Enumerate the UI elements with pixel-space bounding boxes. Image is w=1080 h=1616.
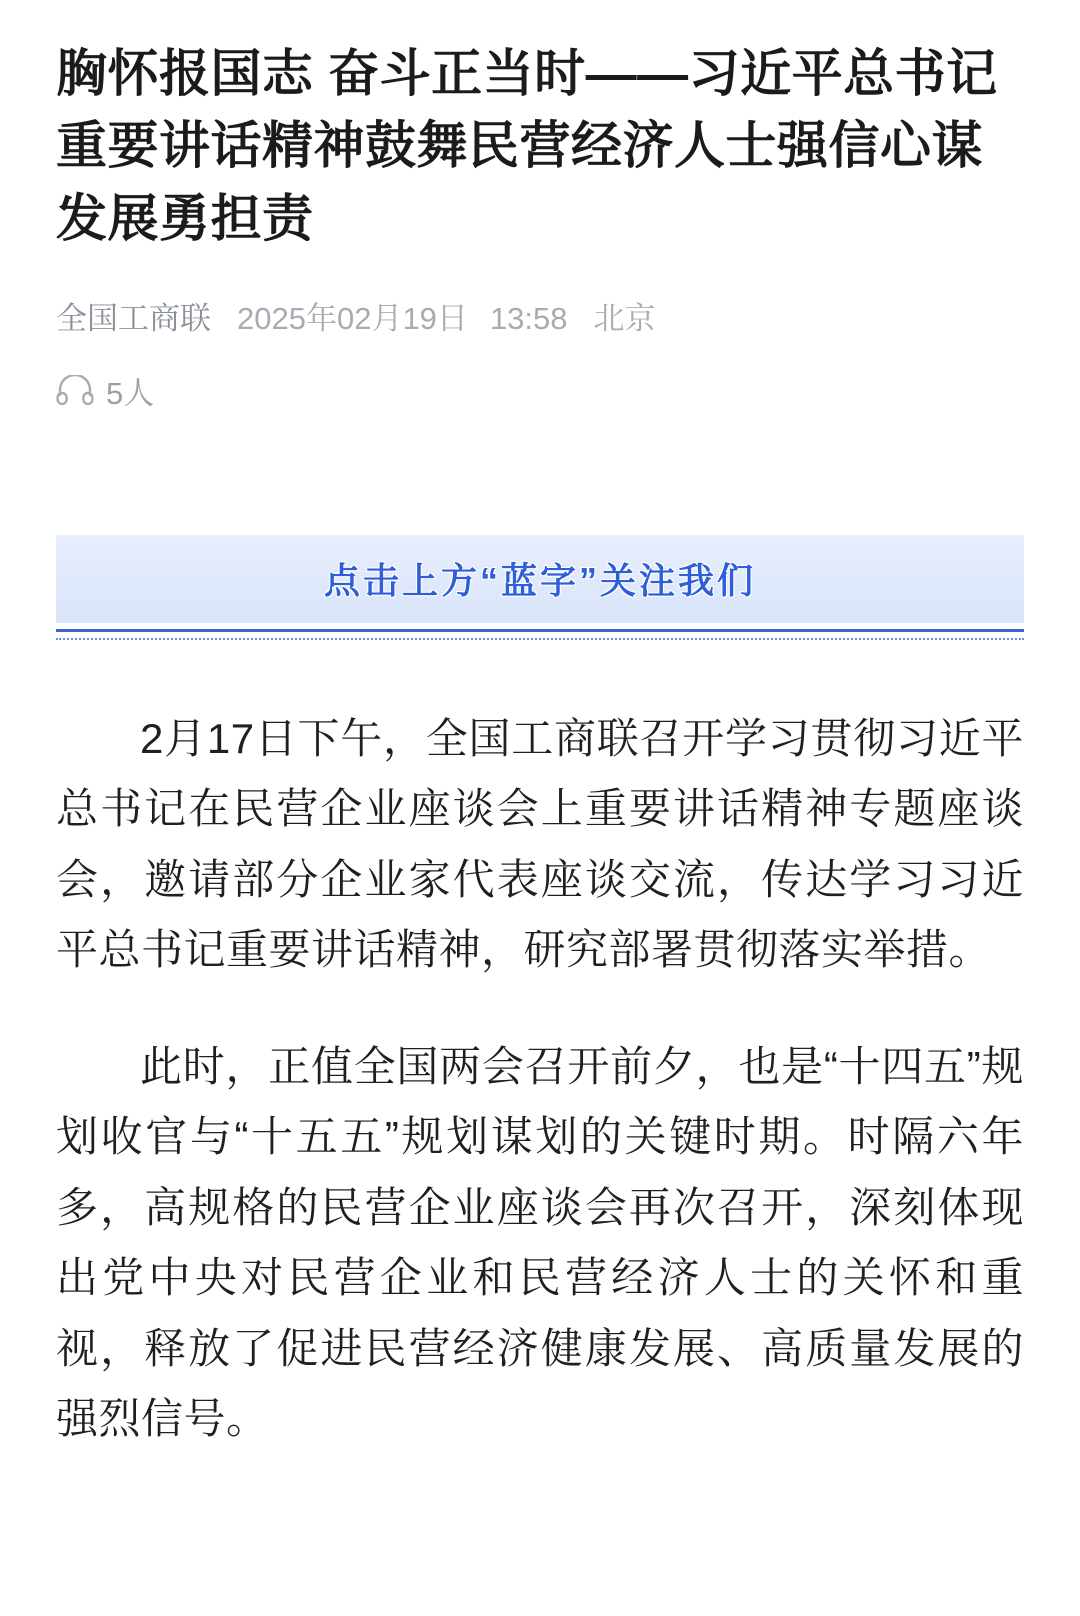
article-meta — [56, 299, 1024, 339]
meta-time: 13:58 — [489, 301, 568, 337]
listen-count: 5人 — [106, 375, 155, 411]
article-paragraph: 2月17日下午，全国工商联召开学习贯彻习近平总书记在民营企业座谈会上重要讲话精神专题座谈会，邀请部分企业家代表座谈交流，传达学习习近平总书记重要讲话精神，研究部署贯彻落实举措。 — [56, 714, 1024, 974]
meta-location: 北京 — [593, 301, 656, 337]
meta-date: 2025年02月19日 — [237, 301, 468, 337]
page-title: 胸怀报国志 奋斗正当时——习近平总书记重要讲话精神鼓舞民营经济人士强信心谋发展勇担责 — [56, 45, 998, 247]
banner-divider — [56, 629, 1024, 640]
article-paragraph: 此时，正值全国两会召开前夕，也是“十四五”规划收官与“十五五”规划谋划的关键时期。时隔六年多，高规格的民营企业座谈会再次召开，深刻体现出党中央对民营企业和民营经济人士的关怀和重视，释放了促进民营经济健康发展、高质量发展的强烈信号。 — [56, 1042, 1024, 1443]
article-body — [56, 704, 1024, 1495]
meta-source[interactable]: 全国工商联 — [56, 301, 211, 337]
listen-row[interactable] — [56, 368, 1024, 413]
follow-us-banner[interactable] — [56, 535, 1024, 623]
headphone-icon — [56, 375, 94, 405]
follow-us-banner-text: 点击上方“蓝字”关注我们 — [323, 560, 756, 602]
